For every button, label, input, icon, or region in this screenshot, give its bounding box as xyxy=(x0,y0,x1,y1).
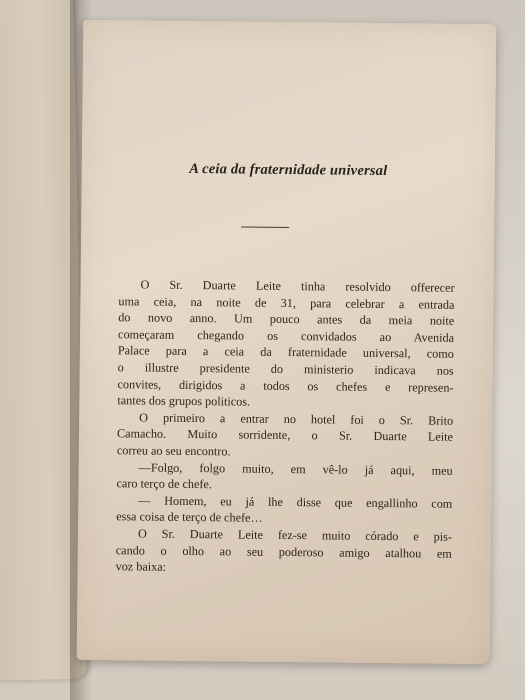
text-line: O Sr. Duarte Leite tinha resolvido offerecer xyxy=(140,277,455,295)
text-line: caro terço de chefe. xyxy=(116,476,212,492)
text-line: começaram chegando os convidados ao Avenida xyxy=(118,327,455,345)
text-line: O primeiro a entrar no hotel foi o Sr. Brito xyxy=(139,410,454,428)
heading-divider xyxy=(241,227,289,229)
text-line: —Folgo, folgo muito, em vê-lo já aqui, meu xyxy=(138,459,453,478)
text-line: Palace para a ceia da fraternidade universal, como xyxy=(117,343,454,362)
text-line: convites, dirigidos a todos os chefes e represen- xyxy=(117,376,454,395)
book-page xyxy=(77,20,497,664)
body-text xyxy=(116,276,455,578)
text-line: Camacho. Muito sorridente, o Sr. Duarte Leite xyxy=(116,426,454,445)
text-line: tantes dos grupos politicos. xyxy=(117,393,251,409)
text-line: uma ceia, na noite de 31, para celebrar a entrada xyxy=(118,293,455,312)
text-line: cando o olho ao seu poderoso amigo atalhou em xyxy=(115,542,452,561)
chapter-heading: A ceia da fraternidade universal xyxy=(189,160,388,180)
text-line: essa coisa de terço de chefe… xyxy=(116,509,263,526)
text-line: correu ao seu encontro. xyxy=(116,443,231,459)
text-line: — Homem, eu já lhe disse que engallinho com xyxy=(138,493,453,511)
text-line: do novo anno. Um pouco antes da meia noite xyxy=(118,310,455,328)
text-line: voz baixa: xyxy=(115,559,167,574)
text-line: o illustre presidente do ministerio indicava nos xyxy=(117,360,454,378)
text-line: O Sr. Duarte Leite fez-se muito córado e pis- xyxy=(137,526,453,544)
